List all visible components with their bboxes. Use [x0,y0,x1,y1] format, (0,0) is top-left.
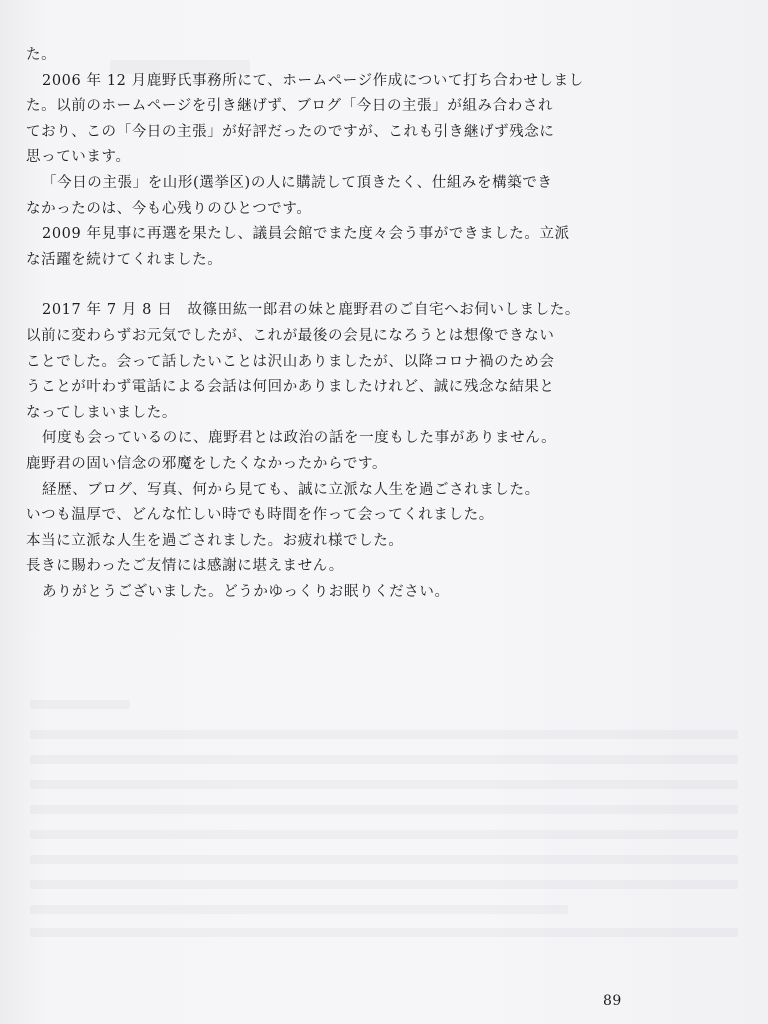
text-line: 2006 年 12 月鹿野氏事務所にて、ホームページ作成について打ち合わせしまし [42,72,584,89]
text-line: ありがとうございました。どうかゆっくりお眠りください。 [42,583,450,600]
show-through [30,700,130,709]
text-line: 何度も会っているのに、鹿野君とは政治の話を一度もした事がありません。 [42,430,557,447]
text-line: 思っています。 [26,149,131,166]
show-through [30,730,738,739]
text-line: 2017 年 7 月 8 日 故篠田紘一郎君の妹と鹿野君のご自宅へお伺いしました。 [42,302,580,319]
show-through [30,855,738,864]
body-text [26,43,626,605]
text-line: ことでした。会って話したいことは沢山ありましたが、以降コロナ禍のため会 [26,353,555,370]
show-through [30,755,738,764]
show-through [30,928,738,937]
text-line: 鹿野君の固い信念の邪魔をしたくなかったからです。 [26,455,388,472]
text-line: なかったのは、今も心残りのひとつです。 [26,200,312,217]
show-through [30,905,568,914]
text-line: 「今日の主張」を山形(選挙区)の人に購読して頂きたく、仕組みを構築でき [42,174,553,191]
text-line: うことが叶わず電話による会話は何回かありましたけれど、誠に残念な結果と [26,379,555,396]
show-through [30,780,738,789]
text-line: た。以前のホームページを引き継げず、ブログ「今日の主張」が組み合わされ [26,98,554,115]
show-through [30,805,738,814]
text-line: 本当に立派な人生を過ごされました。お疲れ様でした。 [26,532,404,549]
text-line: 長きに賜わったご友情には感謝に堪えません。 [26,558,344,575]
text-line: ており、この「今日の主張」が好評だったのですが、これも引き継げず残念に [26,123,555,140]
text-line: 経歴、ブログ、写真、何から見ても、誠に立派な人生を過ごされました。 [42,481,540,498]
text-line: なってしまいました。 [26,404,177,421]
paragraph-gap [26,273,626,298]
text-line: いつも温厚で、どんな忙しい時でも時間を作って会ってくれました。 [26,507,494,524]
show-through [30,830,738,839]
page-number: 89 [603,993,622,1009]
text-line: な活躍を続けてくれました。 [26,251,223,268]
show-through [30,880,738,889]
text-line: 2009 年見事に再選を果たし、議員会館でまた度々会う事ができました。立派 [42,226,570,243]
text-line: た。 [26,47,57,63]
text-line: 以前に変わらずお元気でしたが、これが最後の会見になろうとは想像できない [26,327,555,344]
